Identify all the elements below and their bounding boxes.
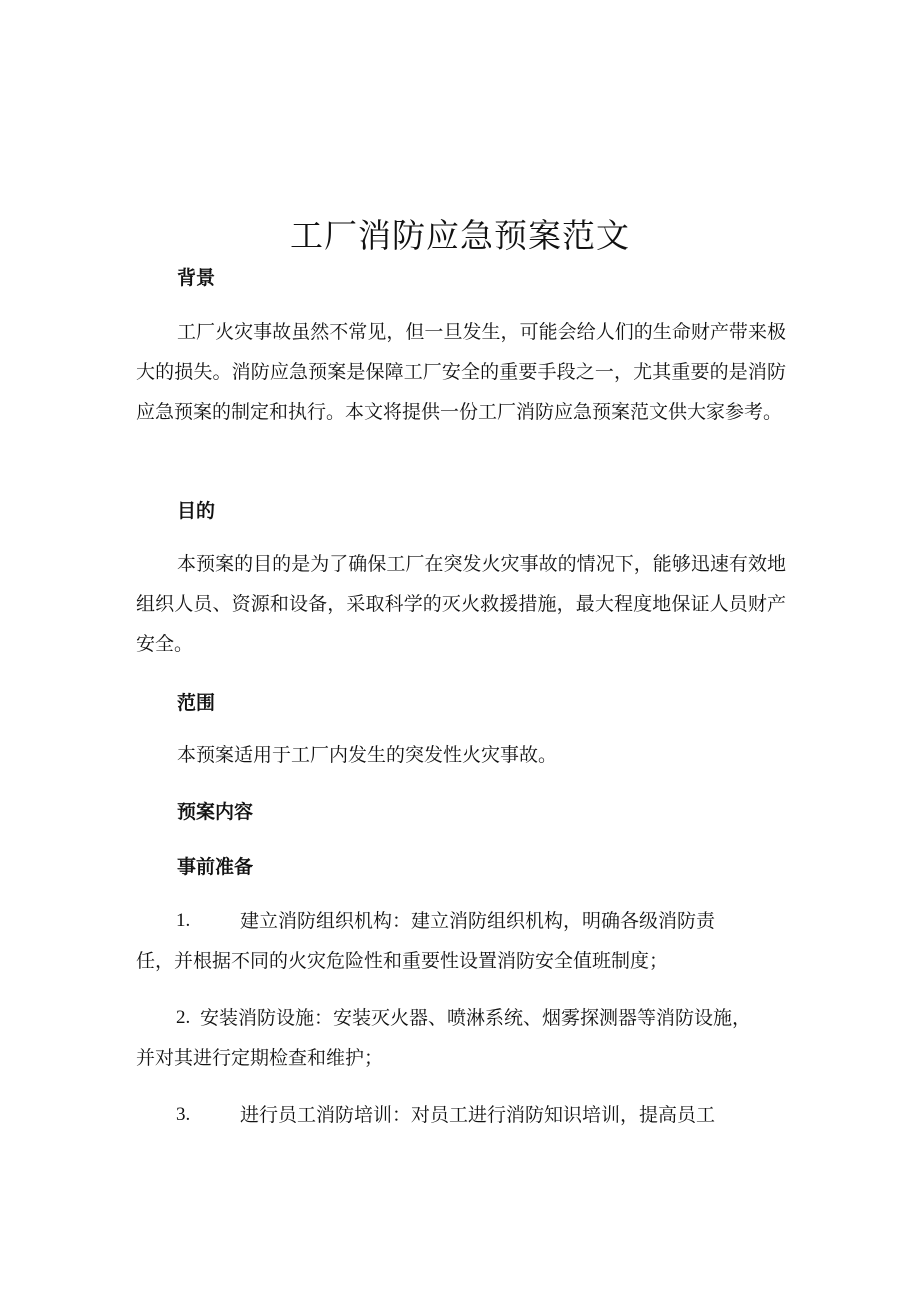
heading-preparation: 事前准备 [177,856,254,878]
paragraph-purpose: 本预案的目的是为了确保工厂在突发火灾事故的情况下，能够迅速有效地组织人员、资源和设备，采取科学的灭火救援措施，最大程度地保证人员财产安全。 [136,553,786,655]
paragraph-scope: 本预案适用于工厂内发生的突发性火灾事故。 [177,744,558,766]
list-item-text: 安装消防设施：安装灭火器、喷淋系统、烟雾探测器等消防设施， [200,1007,752,1029]
list-item-text-continued: 并对其进行定期检查和维护； [136,1047,384,1069]
heading-content: 预案内容 [177,801,254,823]
heading-purpose: 目的 [177,500,216,522]
heading-background: 背景 [177,267,216,289]
list-item-number: 2. [176,1007,191,1028]
list-item-text-continued: 任，并根据不同的火灾危险性和重要性设置消防安全值班制度； [136,950,669,972]
document-title: 工厂消防应急预案范文 [290,216,630,255]
list-item-text: 建立消防组织机构：建立消防组织机构，明确各级消防责 [240,910,716,932]
list-item-number: 1. [176,910,191,931]
list-item-number: 3. [176,1104,191,1125]
list-item-text: 进行员工消防培训：对员工进行消防知识培训，提高员工 [240,1104,716,1126]
paragraph-background: 工厂火灾事故虽然不常见，但一旦发生，可能会给人们的生命财产带来极大的损失。消防应急预案是保障工厂安全的重要手段之一，尤其重要的是消防应急预案的制定和执行。本文将提供一份工厂消防应急预案范文供大家参考。 [136,321,786,423]
heading-scope: 范围 [177,692,216,714]
